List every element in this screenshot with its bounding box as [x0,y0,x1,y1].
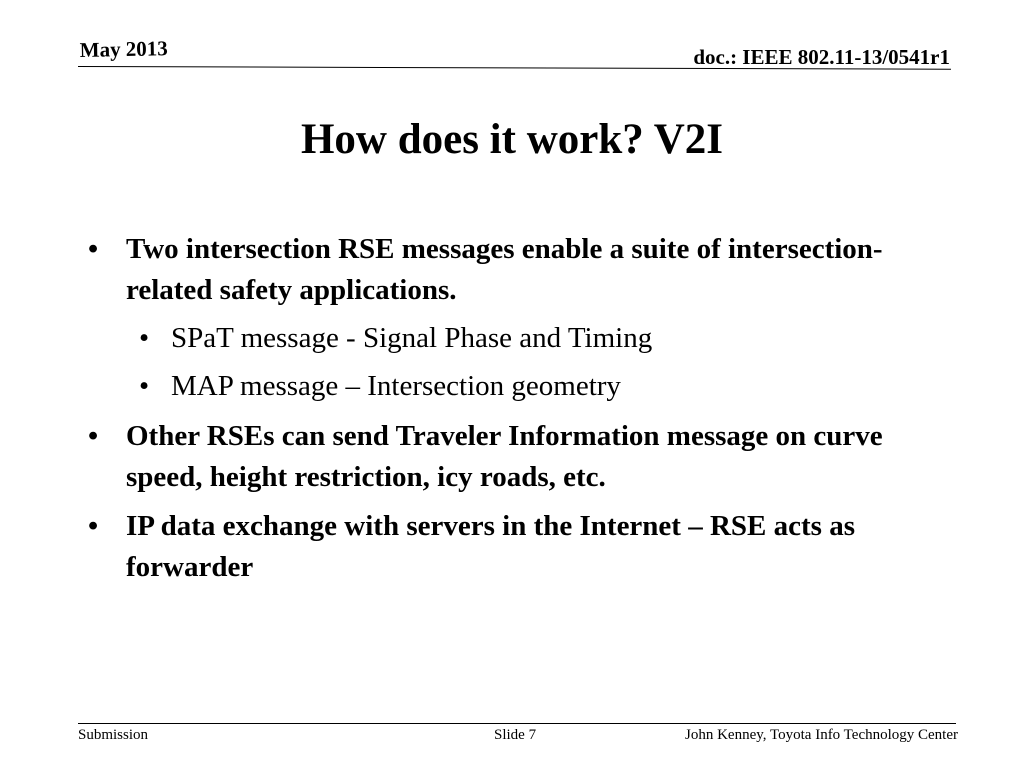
sub-bullet-item [139,366,951,407]
bullet-item [88,506,956,588]
bullet-dot-icon: • [139,322,150,354]
sub-bullet-text: SPaT message - Signal Phase and Timing [171,322,653,354]
bullet-dot-icon: • [88,510,99,542]
bullet-item [88,229,956,311]
footer-slide-number: Slide 7 [494,727,537,743]
bullet-dot-icon: • [139,370,150,402]
sub-bullet-item [139,318,951,359]
header-doc-id: doc.: IEEE 802.11-13/0541r1 [693,45,950,69]
bullet-text: Two intersection RSE messages enable a suite of intersection-related safety applications. [126,233,883,306]
bullet-text: Other RSEs can send Traveler Information message on curve speed, height restriction, icy roads, etc. [126,420,883,493]
footer-divider [78,723,956,724]
sub-bullet-text: MAP message – Intersection geometry [171,370,621,402]
footer-author: John Kenney, Toyota Info Technology Center [685,727,958,743]
bullet-item [88,416,956,498]
bullet-dot-icon: • [88,233,99,265]
slide-title: How does it work? V2I [300,116,724,163]
header-date: May 2013 [79,36,169,63]
bullet-dot-icon: • [88,420,99,452]
footer-submission: Submission [78,727,149,743]
bullet-text: IP data exchange with servers in the Internet – RSE acts as forwarder [126,510,855,583]
